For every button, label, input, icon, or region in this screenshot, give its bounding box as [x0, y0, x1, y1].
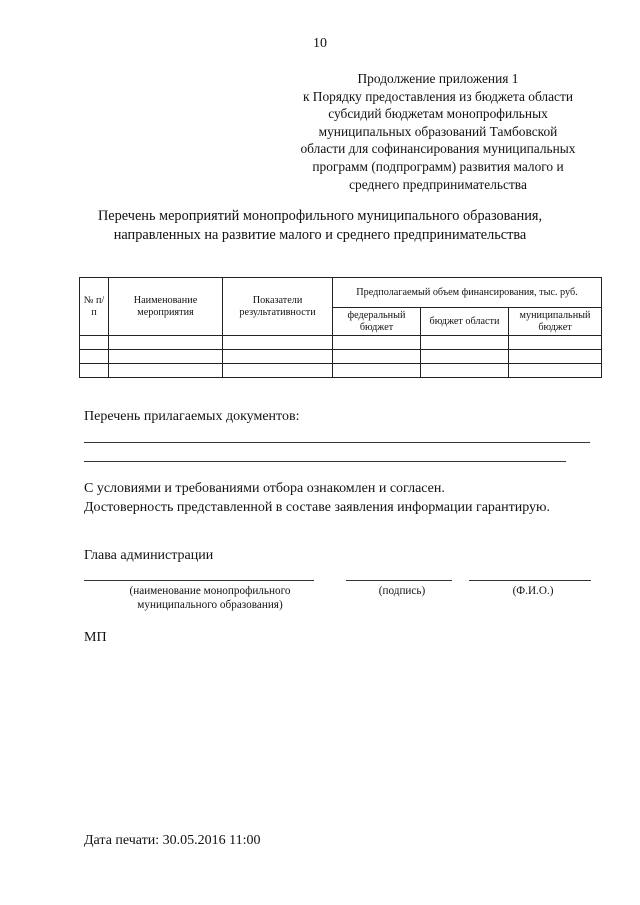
appendix-line: программ (подпрограмм) развития малого и — [312, 158, 564, 174]
col-financing-header: Предполагаемый объем финансирования, тыс. руб. — [333, 278, 602, 308]
appendix-line: муниципальных образований Тамбовской — [318, 123, 558, 139]
appendix-line: среднего предпринимательства — [349, 176, 527, 192]
appendix-line: к Порядку предоставления из бюджета области — [302, 88, 574, 104]
documents-line — [84, 461, 566, 462]
documents-line — [84, 442, 590, 443]
sub-municipal-header: муниципальный бюджет — [509, 308, 602, 336]
agreement-line: Достоверность представленной в составе заявления информации гарантирую. — [84, 500, 551, 515]
table-cell — [223, 336, 333, 350]
stamp-mark: МП — [84, 630, 107, 645]
table-cell — [333, 336, 421, 350]
sub-regional-header: бюджет области — [421, 308, 509, 336]
agreement-line: С условиями и требованиями отбора ознакомлен и согласен. — [84, 481, 445, 496]
agreement-text — [84, 479, 550, 517]
table-cell — [333, 364, 421, 378]
document-title — [0, 207, 640, 244]
page-number: 10 — [313, 36, 327, 51]
table-cell — [509, 350, 602, 364]
fio-caption: (Ф.И.О.) — [512, 585, 554, 597]
table-cell — [509, 364, 602, 378]
table-cell — [421, 364, 509, 378]
table-row — [80, 350, 602, 364]
title-line: Перечень мероприятий монопрофильного муниципального образования, — [97, 208, 543, 224]
table-cell — [421, 350, 509, 364]
table-cell — [223, 350, 333, 364]
table-cell — [509, 336, 602, 350]
table-cell — [80, 364, 109, 378]
sub-federal-header: федеральный бюджет — [333, 308, 421, 336]
table-cell — [80, 336, 109, 350]
table-cell — [109, 350, 223, 364]
name-caption — [90, 585, 330, 612]
documents-label: Перечень прилагаемых документов: — [84, 409, 300, 424]
table-row — [80, 364, 602, 378]
signature-line — [346, 580, 452, 581]
appendix-note — [268, 70, 608, 193]
head-label: Глава администрации — [84, 548, 214, 563]
table-row — [80, 336, 602, 350]
measures-table — [79, 277, 602, 378]
appendix-line: Продолжение приложения 1 — [357, 71, 519, 86]
col-name-header: Наименование мероприятия — [109, 278, 223, 336]
appendix-line: области для софинансирования муниципальных — [300, 141, 576, 157]
signature-caption: (подпись) — [378, 585, 426, 597]
title-line: направленных на развитие малого и среднего предпринимательства — [113, 226, 527, 243]
fio-line — [469, 580, 591, 581]
col-indicators-header: Показатели результативности — [223, 278, 333, 336]
name-caption-line: (наименование монопрофильного — [129, 585, 291, 597]
table-cell — [80, 350, 109, 364]
print-date: Дата печати: 30.05.2016 11:00 — [84, 833, 261, 848]
table-cell — [223, 364, 333, 378]
name-caption-line: муниципального образования) — [137, 598, 283, 611]
appendix-line: субсидий бюджетам монопрофильных — [328, 106, 548, 122]
table-cell — [333, 350, 421, 364]
table-cell — [109, 364, 223, 378]
table-cell — [109, 336, 223, 350]
col-number-header: № п/п — [80, 278, 109, 336]
table-cell — [421, 336, 509, 350]
name-line — [84, 580, 314, 581]
